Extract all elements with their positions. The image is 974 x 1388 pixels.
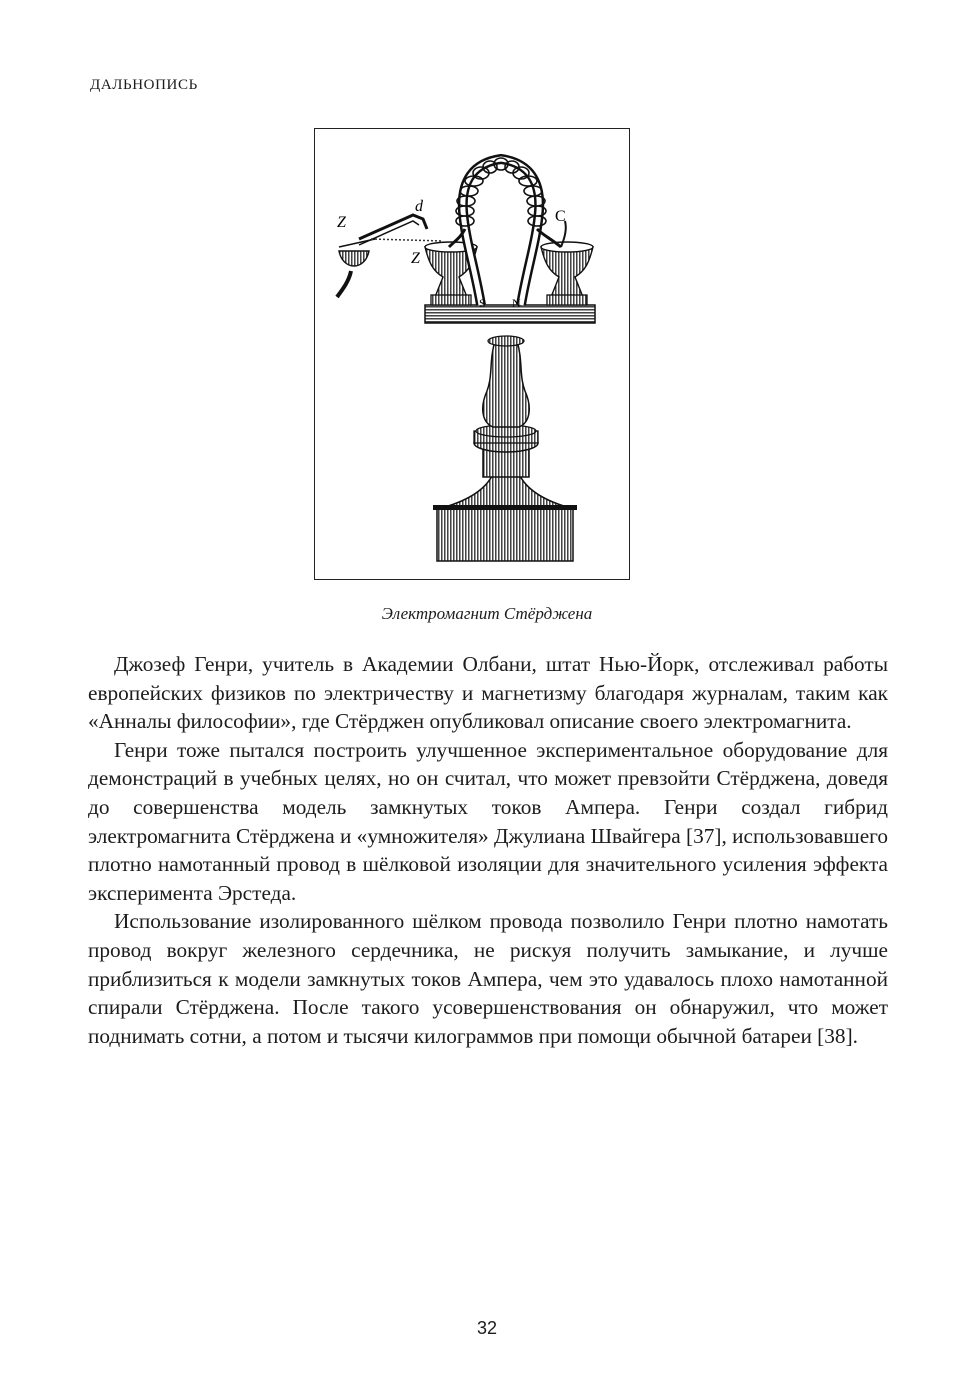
left-cup bbox=[339, 251, 369, 266]
label-z2: Z bbox=[411, 250, 420, 267]
stand-platform bbox=[425, 305, 595, 323]
figure-caption: Электромагнит Стёрджена bbox=[381, 604, 593, 623]
label-z1: Z bbox=[337, 214, 346, 231]
page-number: 32 bbox=[476, 1318, 498, 1338]
paragraph: Джозеф Генри, учитель в Академии Олбани, штат Нью-Йорк, отслеживал работы европейских физиков по электричеству и магнетизму благодаря журналам, таким как «Анналы философии», где Стёрджен опубликовал описание своего электромагнита. bbox=[88, 652, 888, 734]
label-d: d bbox=[415, 198, 423, 215]
body-text bbox=[88, 650, 888, 1050]
stand-baluster bbox=[483, 341, 530, 427]
label-n: N bbox=[512, 296, 521, 310]
right-cup bbox=[541, 247, 593, 297]
stand-base bbox=[437, 474, 573, 561]
paragraph: Использование изолированного шёлком провода позволило Генри плотно намотать провод вокруг железного сердечника, не рискуя получить замыкание, и лучше приблизиться к модели замкнутых токов Ампера, чем это удавалось плохо намотанной спирали Стёрджена. После такого усовершенствования он обнаружил, что может поднимать сотни, а потом и тысячи килограммов при помощи обычной батареи [38]. bbox=[88, 909, 888, 1048]
label-c: C bbox=[555, 208, 566, 225]
figure-frame bbox=[314, 128, 630, 580]
label-s: S bbox=[479, 296, 486, 310]
electromagnet-illustration bbox=[315, 129, 628, 578]
running-head: ДАЛЬНОПИСЬ bbox=[90, 77, 198, 93]
coil-winding bbox=[456, 158, 546, 226]
paragraph: Генри тоже пытался построить улучшенное экспериментальное оборудование для демонстраций в учебных целях, но он считал, что может превзойти Стёрджена, доведя до совершенства модель замкнутых токов Ампера. Генри создал гибрид электромагнита Стёрджена и «умножителя» Джулиана Швайгера [37], использовавшего плотно намотанный провод в шёлковой изоляции для значительного усиления эффекта эксперимента Эрстеда. bbox=[88, 737, 889, 905]
